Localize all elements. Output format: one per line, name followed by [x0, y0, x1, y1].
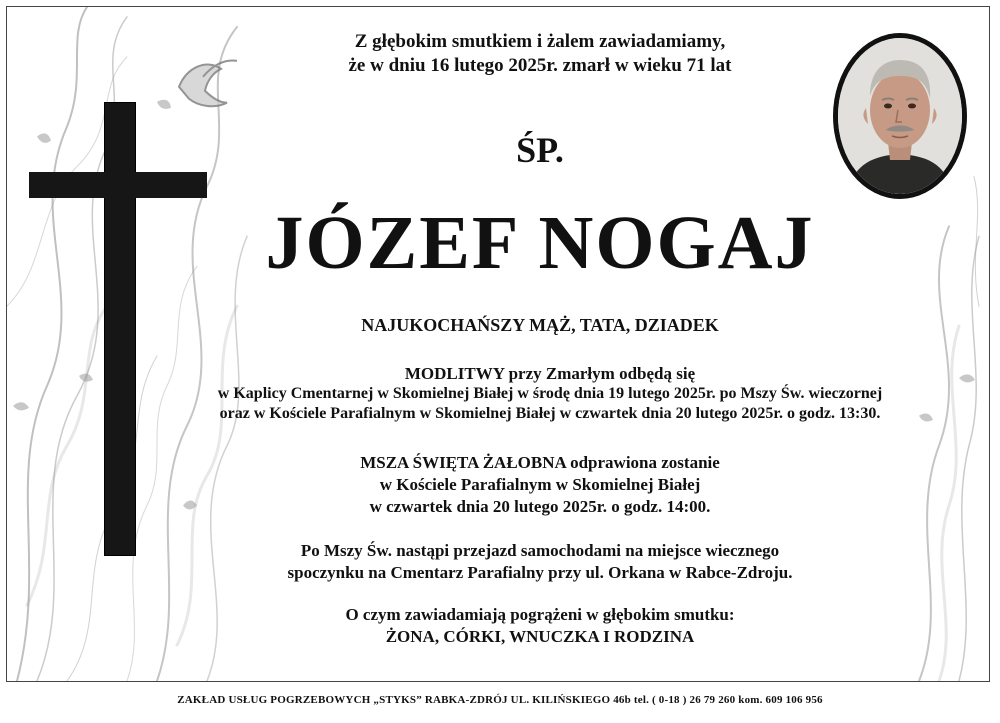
honorific: ŚP. — [516, 130, 564, 170]
portrait-figure — [838, 38, 962, 194]
mass-line-3: w czwartek dnia 20 lutego 2025r. o godz. 14:00. — [369, 497, 711, 516]
prayer-info — [180, 364, 920, 424]
funeral-home-footer: ZAKŁAD USŁUG POGRZEBOWYCH „STYKS” RABKA-ZDRÓJ UL. KILIŃSKIEGO 46b tel. ( 0-18 ) 26 79 260 kom. 609 106 956 — [177, 694, 823, 706]
closing-line-1: O czym zawiadamiają pogrążeni w głębokim smutku: — [345, 605, 735, 624]
closing-text — [250, 604, 830, 648]
mass-line-1: MSZA ŚWIĘTA ŻAŁOBNA odprawiona zostanie — [360, 453, 720, 472]
procession-line-1: Po Mszy Św. nastąpi przejazd samochodami na miejsce wiecznego — [300, 541, 780, 560]
mass-info — [250, 452, 830, 518]
procession-info — [230, 540, 850, 584]
relation-text: NAJUKOCHAŃSZY MĄŻ, TATA, DZIADEK — [361, 315, 719, 335]
intro-line-1: Z głębokim smutkiem i żalem zawiadamiamy, — [354, 31, 726, 52]
intro-line-2: że w dniu 16 lutego 2025r. zmarł w wieku 71 lat — [348, 55, 732, 76]
prayer-line-1: MODLITWY przy Zmarłym odbędą się — [404, 364, 696, 383]
intro-text — [250, 30, 830, 78]
dove-icon — [179, 60, 237, 106]
prayer-line-3: oraz w Kościele Parafialnym w Skomielnej Białej w czwartek dnia 20 lutego 2025r. o godz. 13:30. — [219, 405, 881, 422]
deceased-name: JÓZEF NOGAJ — [265, 201, 815, 285]
procession-line-2: spoczynku na Cmentarz Parafialny przy ul. Orkana w Rabce-Zdroju. — [287, 563, 793, 582]
mass-line-2: w Kościele Parafialnym w Skomielnej Białej — [379, 475, 701, 494]
closing-line-2: ŻONA, CÓRKI, WNUCZKA I RODZINA — [385, 627, 695, 646]
smoke-decoration-left — [7, 7, 267, 681]
portrait-photo — [833, 33, 967, 199]
prayer-line-2: w Kaplicy Cmentarnej w Skomielnej Białej w środę dnia 19 lutego 2025r. po Mszy Św. wieczornej — [217, 385, 883, 402]
